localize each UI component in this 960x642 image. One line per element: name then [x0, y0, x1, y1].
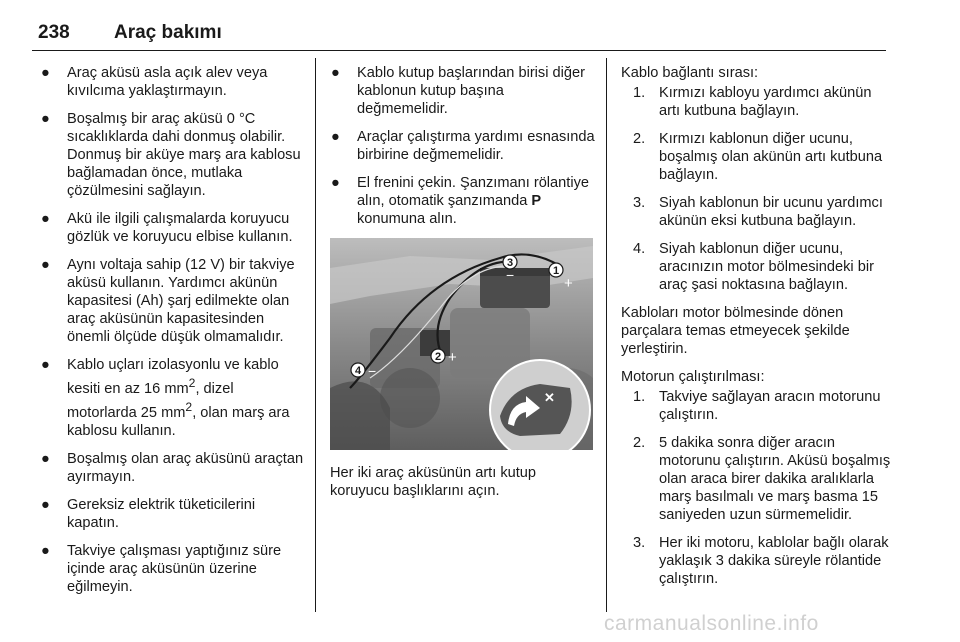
list-item: ● Boşalmış bir araç aküsü 0 °C sıcaklıklarda dahi donmuş olabilir. Donmuş bir aküye marş ara kablosu bağlamadan önce, mutlaka çözülmesini sağlayın.	[41, 111, 301, 199]
list-item: ● Akü ile ilgili çalışmalarda koruyucu gözlük ve koruyucu elbise kullanın.	[41, 211, 293, 245]
list-item: ● Boşalmış olan araç aküsünü araçtan ayırmayın.	[41, 450, 304, 485]
list-item: 1. Kırmızı kabloyu yardımcı akünün artı kutbuna bağlayın.	[633, 85, 872, 119]
list-item: ● Gereksiz elektrik tüketicilerini kapatın.	[41, 496, 256, 531]
callout-4: 4	[354, 365, 362, 377]
list-item: 1. Takviye sağlayan aracın motorunu çalıştırın.	[633, 389, 881, 423]
page-header	[38, 22, 912, 52]
plus-mark: +	[564, 275, 573, 292]
watermark: carmanualsonline.info	[604, 612, 819, 635]
figure-caption: Her iki araç aküsünün artı kutup koruyucu başlıklarını açın.	[330, 465, 537, 499]
svg-text:✕: ✕	[544, 390, 555, 405]
list-item: 2. 5 dakika sonra diğer aracın motorunu çalıştırın. Aküsü boşalmış olan araca birer dakika aralıklarla marş basılmalı ve marş basma 15 saniyeden uzun sürmemelidir.	[633, 435, 891, 523]
column-2	[330, 64, 595, 510]
start-heading: Motorun çalıştırılması:	[621, 369, 765, 385]
callout-1: 1	[552, 265, 560, 277]
list-item: 3. Her iki motoru, kablolar bağlı olarak yaklaşık 3 dakika süreyle rölantide çalıştırın.	[633, 535, 889, 587]
list-item: 2. Kırmızı kablonun diğer ucunu, boşalmış olan akünün artı kutbuna bağlayın.	[633, 131, 883, 183]
list-item-handbrake: ● El frenini çekin. Şanzımanı rölantiye alın, otomatik şanzımanda P konumuna alın.	[331, 175, 589, 227]
list-item-cable-spec: ● Kablo uçları izolasyonlu ve kablo kesiti en az 16 $mm^2$, dizel motorlarda 25 $mm^2$, olan marş ara kablosu kullanın.	[41, 357, 290, 439]
plus-mark: +	[448, 349, 457, 366]
header-divider	[32, 50, 886, 51]
list-item: ● Araçlar çalıştırma yardımı esnasında birbirine değmemelidir.	[331, 129, 595, 163]
safety-bullet-list	[40, 64, 306, 596]
column-1	[40, 64, 306, 606]
list-item: ● Araç aküsü asla açık alev veya kıvılcıma yaklaştırmayın.	[41, 65, 268, 99]
callout-3: 3	[506, 257, 514, 269]
list-item: 3. Siyah kablonun bir ucunu yardımcı akünün eksi kutbuna bağlayın.	[633, 195, 883, 229]
connection-steps	[633, 84, 893, 294]
list-item: ● Kablo kutup başlarından birisi diğer kablonun kutup başına değmemelidir.	[331, 65, 585, 117]
minus-mark: −	[368, 363, 377, 379]
column-divider	[606, 58, 607, 612]
procedure-bullet-list	[330, 64, 595, 228]
connection-heading: Kablo bağlantı sırası:	[621, 65, 759, 81]
engine-bay-illustration	[330, 238, 593, 450]
minus-mark: −	[506, 267, 515, 283]
start-steps	[633, 388, 893, 588]
column-3	[621, 64, 893, 598]
list-item: ● Aynı voltaja sahip (12 V) bir takviye aküsü kullanın. Yardımcı akünün kapasitesi (Ah) şarj edilmekte olan araç aküsünün kapasitesinden önemli ölçüde düşük olmamalıdır.	[41, 257, 295, 345]
routing-note: Kabloları motor bölmesinde dönen parçalara temas etmeyecek şekilde yerleştirin.	[621, 305, 850, 357]
list-item: ● Takviye çalışması yaptığınız süre içinde araç aküsünün üzerine eğilmeyin.	[41, 542, 282, 595]
callout-2: 2	[434, 351, 442, 363]
list-item: 4. Siyah kablonun diğer ucunu, aracınızın motor bölmesindeki bir araç şasi noktasına bağlayın.	[633, 241, 874, 293]
column-divider	[315, 58, 316, 612]
page-number: 238	[38, 22, 70, 43]
chapter-title: Araç bakımı	[114, 22, 222, 43]
